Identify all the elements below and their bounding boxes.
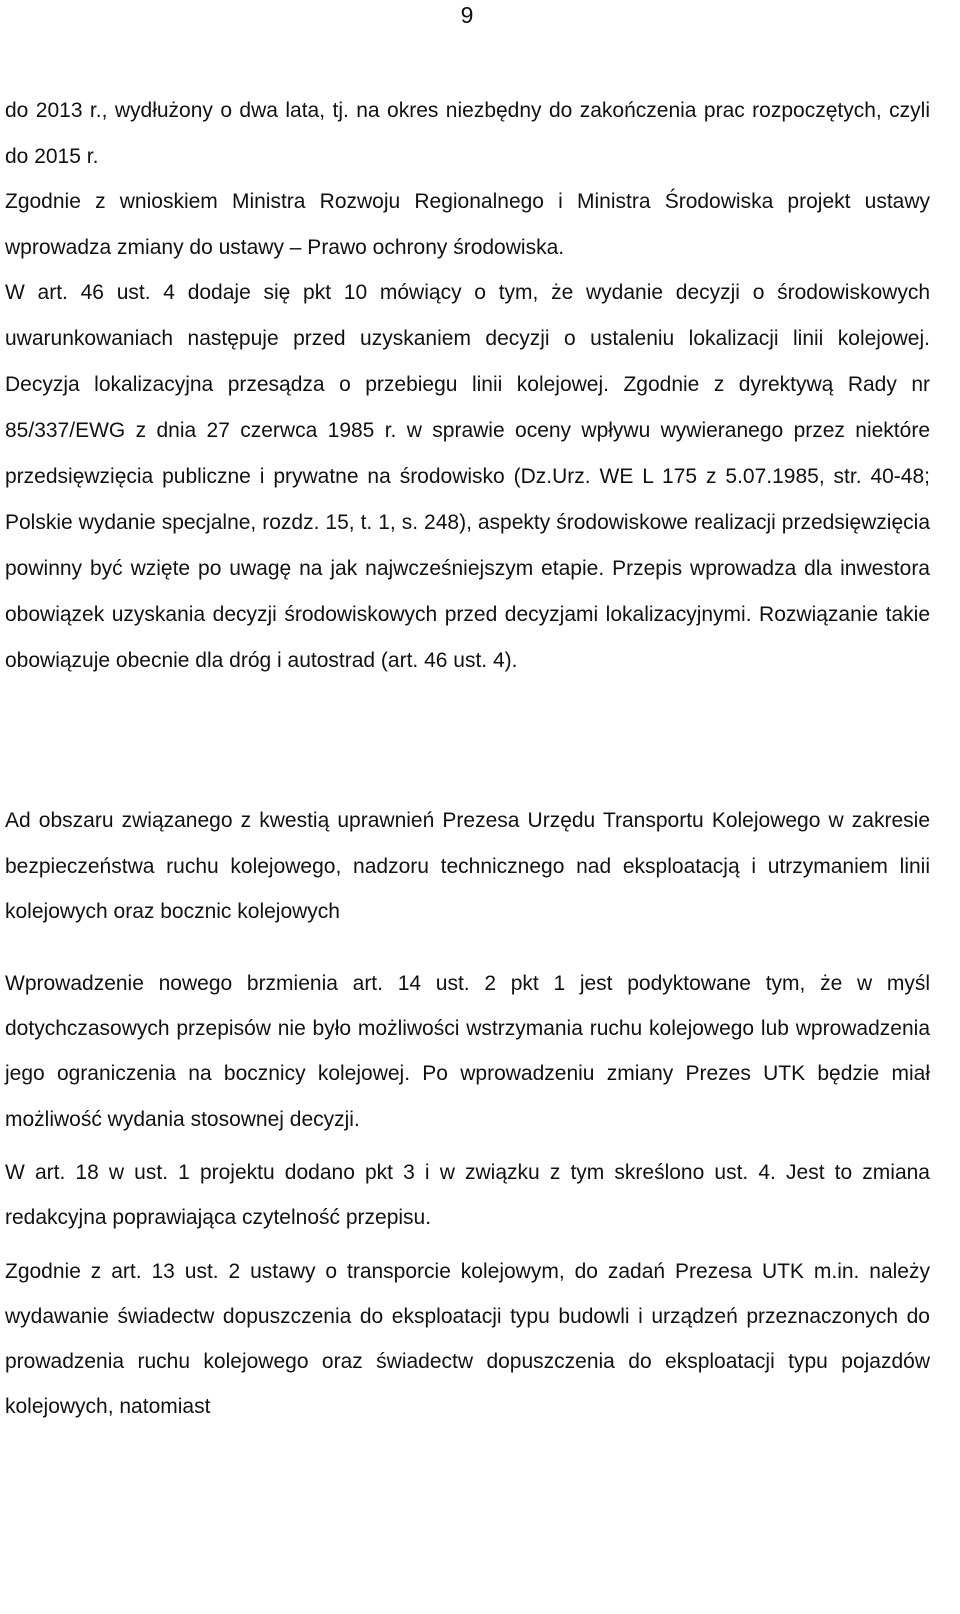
paragraph-art-18: W art. 18 w ust. 1 projektu dodano pkt 3 i w związku z tym skreślono ust. 4. Jest to zmiana redakcyjna poprawiająca czytelność przepisu. <box>5 1160 930 1230</box>
paragraph-art-46: W art. 46 ust. 4 dodaje się pkt 10 mówiący o tym, że wydanie decyzji o środowiskowych uwarunkowaniach następuje przed uzyskaniem decyzji o ustaleniu lokalizacji linii kolejowej. Decyzja lokalizacyjna przesądza o przebiegu linii kolejowej. Zgodnie z dyrektywą Rady nr 85/337/EWG z dnia 27 czerwca 1985 r. w sprawie oceny wpływu wywieranego przez niektóre przedsięwzięcia publiczne i prywatne na środowisko (Dz.Urz. WE L 175 z 5.07.1985, str. 40-48; Polskie wydanie specjalne, rozdz. 15, t. 1, s. 248), aspekty środowiskowe realizacji przedsięwzięcia powinny być wzięte po uwagę na jak najwcześniejszym etapie. Przepis wprowadza dla inwestora obowiązek uzyskania decyzji środowiskowych przed decyzjami lokalizacyjnymi. Rozwiązanie takie obowiązuje obecnie dla dróg i autostrad (art. 46 ust. 4). <box>5 281 930 672</box>
page-number: 9 <box>460 2 474 28</box>
paragraph-continuation: do 2013 r., wydłużony o dwa lata, tj. na okres niezbędny do zakończenia prac rozpoczętych, czyli do 2015 r. <box>5 99 930 168</box>
paragraph-ministries-proposal: Zgodnie z wnioskiem Ministra Rozwoju Regionalnego i Ministra Środowiska projekt ustawy wprowadza zmiany do ustawy – Prawo ochrony środowiska. <box>5 190 930 259</box>
paragraph-art-13: Zgodnie z art. 13 ust. 2 ustawy o transporcie kolejowym, do zadań Prezesa UTK m.in. należy wydawanie świadectw dopuszczenia do eksploatacji typu budowli i urządzeń przeznaczonych do prowadzenia ruchu kolejowego oraz świadectw dopuszczenia do eksploatacji typu pojazdów kolejowych, natomiast <box>5 1259 930 1419</box>
document-body <box>5 88 930 1430</box>
paragraph-section-heading-utk: Ad obszaru związanego z kwestią uprawnień Prezesa Urzędu Transportu Kolejowego w zakresie bezpieczeństwa ruchu kolejowego, nadzoru technicznego nad eksploatacją i utrzymaniem linii kolejowych oraz bocznic kolejowych <box>5 809 930 924</box>
paragraph-art-14: Wprowadzenie nowego brzmienia art. 14 ust. 2 pkt 1 jest podyktowane tym, że w myśl dotychczasowych przepisów nie było możliwości wstrzymania ruchu kolejowego lub wprowadzenia jego ograniczenia na bocznicy kolejowej. Po wprowadzeniu zmiany Prezes UTK będzie miał możliwość wydania stosownej decyzji. <box>5 971 930 1131</box>
